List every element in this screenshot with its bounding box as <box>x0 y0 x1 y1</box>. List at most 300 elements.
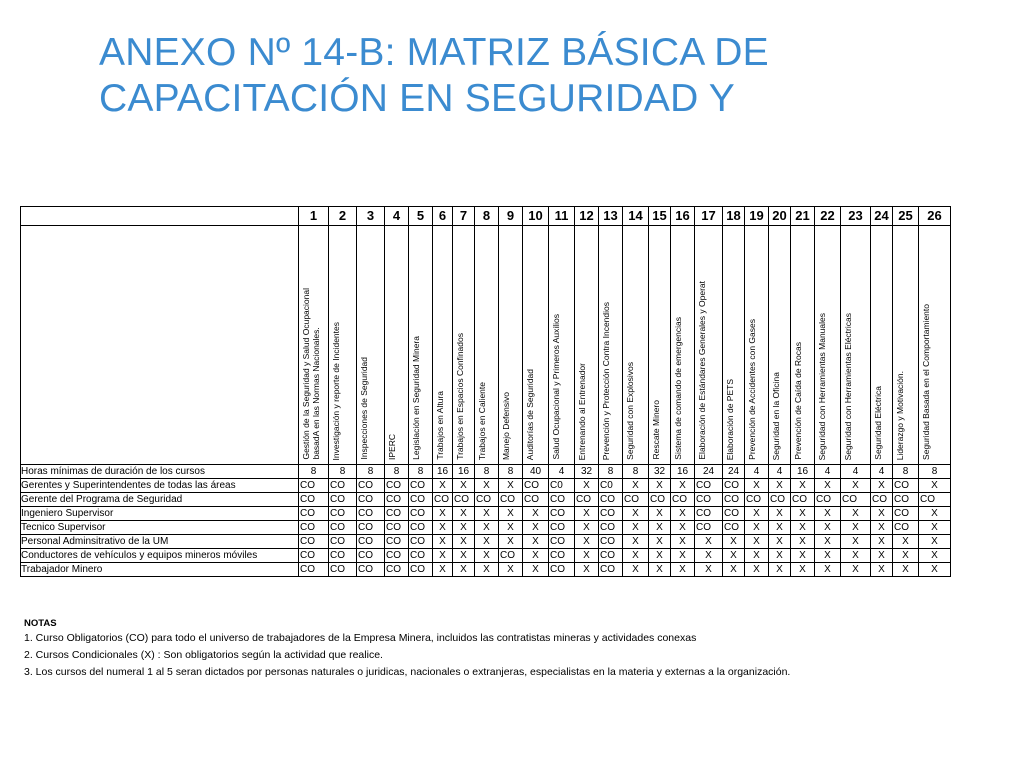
course-name-header <box>453 226 475 465</box>
matrix-cell: X <box>769 535 791 549</box>
matrix-cell: X <box>841 507 871 521</box>
corner-cell-top <box>21 207 299 226</box>
matrix-cell: CO <box>499 549 523 563</box>
course-number-26: 26 <box>919 207 951 226</box>
matrix-cell: X <box>575 549 599 563</box>
matrix-cell: 8 <box>599 465 623 479</box>
matrix-cell: CO <box>299 507 329 521</box>
matrix-cell: X <box>671 521 695 535</box>
course-number-20: 20 <box>769 207 791 226</box>
matrix-cell: CO <box>409 549 433 563</box>
matrix-cell: 4 <box>871 465 893 479</box>
course-name-header <box>649 226 671 465</box>
course-name-header <box>695 226 723 465</box>
course-name-label: Prevención de Caída de Rocas <box>793 342 803 460</box>
matrix-cell: CO <box>893 493 919 507</box>
course-number-5: 5 <box>409 207 433 226</box>
matrix-cell: X <box>575 479 599 493</box>
matrix-cell: X <box>791 549 815 563</box>
matrix-cell: CO <box>329 563 357 577</box>
matrix-cell: CO <box>409 479 433 493</box>
matrix-cell: X <box>649 507 671 521</box>
course-name-label: Liderazgo y Motivación. <box>895 370 905 460</box>
matrix-cell: X <box>649 521 671 535</box>
course-name-header <box>623 226 649 465</box>
matrix-cell: X <box>475 479 499 493</box>
matrix-cell: X <box>649 479 671 493</box>
course-number-1: 1 <box>299 207 329 226</box>
matrix-cell: CO <box>299 535 329 549</box>
course-number-3: 3 <box>357 207 385 226</box>
matrix-cell: 16 <box>433 465 453 479</box>
course-number-12: 12 <box>575 207 599 226</box>
matrix-cell: CO <box>599 563 623 577</box>
matrix-cell: X <box>433 549 453 563</box>
course-name-label: Manejo Defensivo <box>501 391 511 460</box>
matrix-cell: CO <box>299 563 329 577</box>
matrix-cell: X <box>871 507 893 521</box>
matrix-cell: X <box>841 521 871 535</box>
matrix-cell: X <box>623 507 649 521</box>
course-name-label: Trabajos en Caliente <box>477 381 487 460</box>
matrix-cell: CO <box>329 493 357 507</box>
matrix-cell: X <box>575 521 599 535</box>
matrix-cell: X <box>919 521 951 535</box>
matrix-cell: X <box>791 507 815 521</box>
matrix-cell: X <box>745 535 769 549</box>
matrix-cell: X <box>871 563 893 577</box>
matrix-cell: CO <box>745 493 769 507</box>
course-name-label: Entrenando al Entrenador <box>577 362 587 460</box>
table-row <box>21 479 951 493</box>
matrix-cell: CO <box>599 549 623 563</box>
matrix-cell: X <box>919 549 951 563</box>
course-name-label: Trabajos en Altura <box>435 391 445 460</box>
matrix-cell: X <box>815 507 841 521</box>
training-matrix-table <box>20 206 951 577</box>
matrix-cell: X <box>745 507 769 521</box>
course-number-25: 25 <box>893 207 919 226</box>
matrix-cell: X <box>815 535 841 549</box>
course-name-label: Seguridad con Herramientas Manuales <box>817 312 827 460</box>
matrix-cell: X <box>871 549 893 563</box>
matrix-cell: X <box>815 479 841 493</box>
matrix-cell: CO <box>385 521 409 535</box>
course-name-label: Salud Ocupacional y Primeros Auxilios <box>551 314 561 460</box>
table-row <box>21 465 951 479</box>
course-name-label: Seguridad con Explosivos <box>625 362 635 460</box>
course-name-header <box>745 226 769 465</box>
matrix-cell: CO <box>549 493 575 507</box>
matrix-cell: 4 <box>841 465 871 479</box>
matrix-cell: X <box>523 563 549 577</box>
course-name-label: Trabajos en Espacios Confinados <box>455 333 465 460</box>
note-item-3: 3. Los cursos del numeral 1 al 5 seran dictados por personas naturales o juridicas, nacionales o extranjeras, especialistas en la materia y externas a la organización. <box>24 666 791 678</box>
matrix-cell: CO <box>409 535 433 549</box>
matrix-cell: CO <box>841 493 871 507</box>
corner-cell-bottom <box>21 226 299 465</box>
matrix-cell: CO <box>599 521 623 535</box>
matrix-cell: X <box>919 507 951 521</box>
matrix-cell: X <box>499 521 523 535</box>
matrix-cell: X <box>791 479 815 493</box>
course-name-header <box>475 226 499 465</box>
matrix-cell: CO <box>723 507 745 521</box>
matrix-cell: X <box>841 535 871 549</box>
matrix-cell: X <box>499 563 523 577</box>
course-name-label: Auditorías de Seguridad <box>525 368 535 460</box>
course-name-row <box>21 226 951 465</box>
matrix-cell: X <box>475 563 499 577</box>
matrix-cell: X <box>433 507 453 521</box>
course-number-15: 15 <box>649 207 671 226</box>
course-name-label: Legislación en Seguridad Minera <box>411 336 421 460</box>
matrix-cell: X <box>475 549 499 563</box>
matrix-cell: X <box>453 563 475 577</box>
matrix-cell: 8 <box>357 465 385 479</box>
matrix-cell: X <box>453 535 475 549</box>
course-name-label: Inspecciones de Seguridad <box>359 357 369 460</box>
matrix-cell: CO <box>357 521 385 535</box>
matrix-cell: 8 <box>893 465 919 479</box>
matrix-cell: CO <box>723 493 745 507</box>
matrix-cell: X <box>893 563 919 577</box>
course-number-9: 9 <box>499 207 523 226</box>
matrix-cell: X <box>523 549 549 563</box>
matrix-cell: X <box>523 535 549 549</box>
matrix-cell: X <box>523 507 549 521</box>
matrix-cell: X <box>649 563 671 577</box>
course-number-24: 24 <box>871 207 893 226</box>
table-row <box>21 493 951 507</box>
row-label: Conductores de vehículos y equipos mineros móviles <box>21 549 299 563</box>
matrix-cell: CO <box>329 479 357 493</box>
matrix-cell: X <box>815 521 841 535</box>
matrix-cell: 4 <box>745 465 769 479</box>
matrix-cell: CO <box>871 493 893 507</box>
matrix-cell: X <box>623 479 649 493</box>
matrix-cell: 16 <box>671 465 695 479</box>
matrix-cell: X <box>791 535 815 549</box>
matrix-cell: CO <box>357 549 385 563</box>
matrix-cell: 8 <box>919 465 951 479</box>
table-row <box>21 521 951 535</box>
matrix-cell: CO <box>919 493 951 507</box>
row-label: Gerentes y Superintendentes de todas las áreas <box>21 479 299 493</box>
matrix-cell: 8 <box>385 465 409 479</box>
matrix-cell: CO <box>357 493 385 507</box>
matrix-cell: 8 <box>475 465 499 479</box>
matrix-cell: X <box>475 507 499 521</box>
matrix-cell: CO <box>409 521 433 535</box>
course-name-label: Seguridad en la Oficina <box>771 371 781 460</box>
matrix-cell: CO <box>329 549 357 563</box>
matrix-cell: X <box>499 479 523 493</box>
matrix-cell: CO <box>671 493 695 507</box>
matrix-cell: 8 <box>299 465 329 479</box>
course-number-17: 17 <box>695 207 723 226</box>
matrix-cell: 4 <box>815 465 841 479</box>
matrix-cell: X <box>723 549 745 563</box>
matrix-cell: 32 <box>575 465 599 479</box>
matrix-cell: CO <box>329 521 357 535</box>
matrix-cell: 16 <box>791 465 815 479</box>
matrix-cell: 8 <box>329 465 357 479</box>
matrix-cell: X <box>623 549 649 563</box>
matrix-cell: CO <box>695 521 723 535</box>
matrix-cell: CO <box>549 549 575 563</box>
matrix-cell: CO <box>357 563 385 577</box>
course-number-16: 16 <box>671 207 695 226</box>
matrix-cell: CO <box>815 493 841 507</box>
matrix-cell: CO <box>623 493 649 507</box>
matrix-cell: X <box>815 549 841 563</box>
course-name-label: Sistema de comando de emergencias <box>673 317 683 460</box>
table-row <box>21 549 951 563</box>
matrix-cell: CO <box>409 493 433 507</box>
title-line-2: CAPACITACIÓN EN SEGURIDAD Y <box>99 77 736 120</box>
matrix-cell: X <box>453 479 475 493</box>
matrix-cell: X <box>671 563 695 577</box>
matrix-cell: X <box>499 507 523 521</box>
note-item-2: 2. Cursos Condicionales (X) : Son obligatorios según la actividad que realice. <box>24 649 383 661</box>
matrix-cell: C0 <box>599 479 623 493</box>
matrix-cell: 16 <box>453 465 475 479</box>
matrix-cell: CO <box>549 521 575 535</box>
table-row <box>21 535 951 549</box>
matrix-cell: CO <box>575 493 599 507</box>
matrix-cell: X <box>575 507 599 521</box>
course-name-header <box>433 226 453 465</box>
slide-title <box>99 30 979 122</box>
matrix-cell: CO <box>385 479 409 493</box>
course-name-header <box>841 226 871 465</box>
matrix-cell: X <box>841 479 871 493</box>
matrix-cell: X <box>671 549 695 563</box>
matrix-cell: CO <box>893 521 919 535</box>
course-name-label: Seguridad con Herramientas Eléctricas <box>843 312 853 460</box>
course-name-label: Prevención y Protección Contra Incendios <box>601 301 611 460</box>
matrix-cell: CO <box>599 493 623 507</box>
course-name-header <box>791 226 815 465</box>
course-number-14: 14 <box>623 207 649 226</box>
matrix-cell: CO <box>299 521 329 535</box>
matrix-cell: CO <box>523 493 549 507</box>
matrix-cell: 32 <box>649 465 671 479</box>
matrix-cell: X <box>523 521 549 535</box>
matrix-cell: X <box>791 521 815 535</box>
matrix-cell: CO <box>723 521 745 535</box>
course-name-header <box>893 226 919 465</box>
matrix-cell: CO <box>599 535 623 549</box>
course-name-header <box>815 226 841 465</box>
course-name-label: Investigación y reporte de Incidentes <box>331 321 341 460</box>
matrix-cell: CO <box>499 493 523 507</box>
matrix-cell: X <box>475 521 499 535</box>
course-name-header <box>385 226 409 465</box>
row-label: Tecnico Supervisor <box>21 521 299 535</box>
course-number-2: 2 <box>329 207 357 226</box>
matrix-cell: CO <box>329 507 357 521</box>
row-label: Horas mínimas de duración de los cursos <box>21 465 299 479</box>
matrix-cell: CO <box>453 493 475 507</box>
course-number-21: 21 <box>791 207 815 226</box>
matrix-cell: X <box>919 479 951 493</box>
matrix-cell: CO <box>769 493 791 507</box>
matrix-cell: X <box>841 549 871 563</box>
matrix-cell: CO <box>299 549 329 563</box>
matrix-cell: CO <box>357 479 385 493</box>
course-name-header <box>299 226 329 465</box>
matrix-cell: X <box>623 521 649 535</box>
course-name-header <box>329 226 357 465</box>
matrix-cell: X <box>575 535 599 549</box>
matrix-cell: 8 <box>623 465 649 479</box>
matrix-cell: CO <box>385 535 409 549</box>
matrix-cell: X <box>499 535 523 549</box>
matrix-cell: X <box>623 535 649 549</box>
course-name-label: Elaboración de Estándares Generales y Operat <box>697 281 707 460</box>
notes-heading: NOTAS <box>24 618 57 629</box>
table-row <box>21 507 951 521</box>
course-name-header <box>409 226 433 465</box>
table-row <box>21 563 951 577</box>
course-name-header <box>575 226 599 465</box>
matrix-cell: 4 <box>549 465 575 479</box>
course-name-label: Gestión de la Seguridad y Salud Ocupacional basadA en las Normas Nacionales. <box>301 288 321 460</box>
matrix-cell: X <box>575 563 599 577</box>
matrix-cell: 8 <box>409 465 433 479</box>
course-number-8: 8 <box>475 207 499 226</box>
matrix-cell: CO <box>523 479 549 493</box>
matrix-cell: CO <box>299 493 329 507</box>
matrix-cell: X <box>649 549 671 563</box>
matrix-cell: X <box>723 563 745 577</box>
matrix-cell: CO <box>791 493 815 507</box>
matrix-cell: X <box>433 535 453 549</box>
matrix-cell: CO <box>385 493 409 507</box>
course-name-header <box>357 226 385 465</box>
title-line-1: ANEXO Nº 14-B: MATRIZ BÁSICA DE <box>99 31 769 74</box>
matrix-cell: X <box>769 549 791 563</box>
matrix-cell: X <box>745 549 769 563</box>
matrix-cell: 24 <box>695 465 723 479</box>
matrix-cell: CO <box>329 535 357 549</box>
course-number-13: 13 <box>599 207 623 226</box>
course-number-6: 6 <box>433 207 453 226</box>
matrix-cell: X <box>769 507 791 521</box>
matrix-cell: X <box>871 479 893 493</box>
matrix-cell: CO <box>695 479 723 493</box>
matrix-cell: CO <box>385 563 409 577</box>
matrix-cell: X <box>623 563 649 577</box>
matrix-cell: X <box>671 479 695 493</box>
matrix-cell: CO <box>385 507 409 521</box>
course-name-header <box>769 226 791 465</box>
matrix-cell: X <box>815 563 841 577</box>
matrix-cell: X <box>871 521 893 535</box>
matrix-cell: X <box>649 535 671 549</box>
course-name-label: Elaboración de PETS <box>725 378 735 460</box>
course-name-header <box>599 226 623 465</box>
matrix-cell: CO <box>893 507 919 521</box>
matrix-cell: CO <box>695 507 723 521</box>
matrix-cell: X <box>841 563 871 577</box>
course-number-4: 4 <box>385 207 409 226</box>
matrix-cell: X <box>745 563 769 577</box>
row-label: Ingeniero Supervisor <box>21 507 299 521</box>
course-name-header <box>871 226 893 465</box>
note-item-1: 1. Curso Obligatorios (CO) para todo el universo de trabajadores de la Empresa Minera, incluidos las contratistas mineras y actividades conexas <box>24 632 697 644</box>
matrix-cell: X <box>671 507 695 521</box>
course-number-10: 10 <box>523 207 549 226</box>
matrix-cell: X <box>769 479 791 493</box>
course-number-row <box>21 207 951 226</box>
matrix-cell: CO <box>649 493 671 507</box>
course-number-22: 22 <box>815 207 841 226</box>
course-name-header <box>671 226 695 465</box>
row-label: Gerente del Programa de Seguridad <box>21 493 299 507</box>
course-name-header <box>523 226 549 465</box>
matrix-cell: CO <box>299 479 329 493</box>
matrix-cell: CO <box>409 507 433 521</box>
matrix-cell: X <box>919 563 951 577</box>
matrix-cell: X <box>433 479 453 493</box>
matrix-cell: X <box>433 521 453 535</box>
matrix-cell: CO <box>695 493 723 507</box>
course-name-header <box>723 226 745 465</box>
matrix-cell: C0 <box>549 479 575 493</box>
course-name-label: Seguridad Basada en el Comportamiento <box>921 304 931 460</box>
matrix-cell: X <box>893 549 919 563</box>
matrix-cell: X <box>453 507 475 521</box>
matrix-cell: CO <box>549 535 575 549</box>
matrix-cell: CO <box>357 535 385 549</box>
course-number-19: 19 <box>745 207 769 226</box>
course-name-label: Seguridad Eléctrica <box>873 386 883 460</box>
matrix-cell: X <box>695 535 723 549</box>
matrix-cell: X <box>723 535 745 549</box>
matrix-cell: CO <box>357 507 385 521</box>
matrix-cell: 8 <box>499 465 523 479</box>
matrix-cell: X <box>791 563 815 577</box>
matrix-cell: 4 <box>769 465 791 479</box>
course-name-label: Prevención de Accidentes con Gases <box>747 319 757 460</box>
matrix-cell: X <box>893 535 919 549</box>
matrix-cell: X <box>671 535 695 549</box>
course-name-label: IPERC <box>387 434 397 460</box>
course-number-18: 18 <box>723 207 745 226</box>
matrix-cell: CO <box>599 507 623 521</box>
notes-section <box>24 618 1004 681</box>
matrix-cell: X <box>695 563 723 577</box>
matrix-cell: X <box>871 535 893 549</box>
matrix-cell: CO <box>385 549 409 563</box>
matrix-cell: X <box>453 549 475 563</box>
matrix-cell: X <box>475 535 499 549</box>
course-number-23: 23 <box>841 207 871 226</box>
row-label: Trabajador Minero <box>21 563 299 577</box>
matrix-cell: X <box>453 521 475 535</box>
matrix-cell: X <box>919 535 951 549</box>
course-name-label: Rescate Minero <box>651 400 661 460</box>
matrix-cell: CO <box>475 493 499 507</box>
course-name-header <box>499 226 523 465</box>
matrix-cell: X <box>433 563 453 577</box>
matrix-cell: X <box>695 549 723 563</box>
matrix-cell: X <box>769 521 791 535</box>
matrix-cell: 24 <box>723 465 745 479</box>
